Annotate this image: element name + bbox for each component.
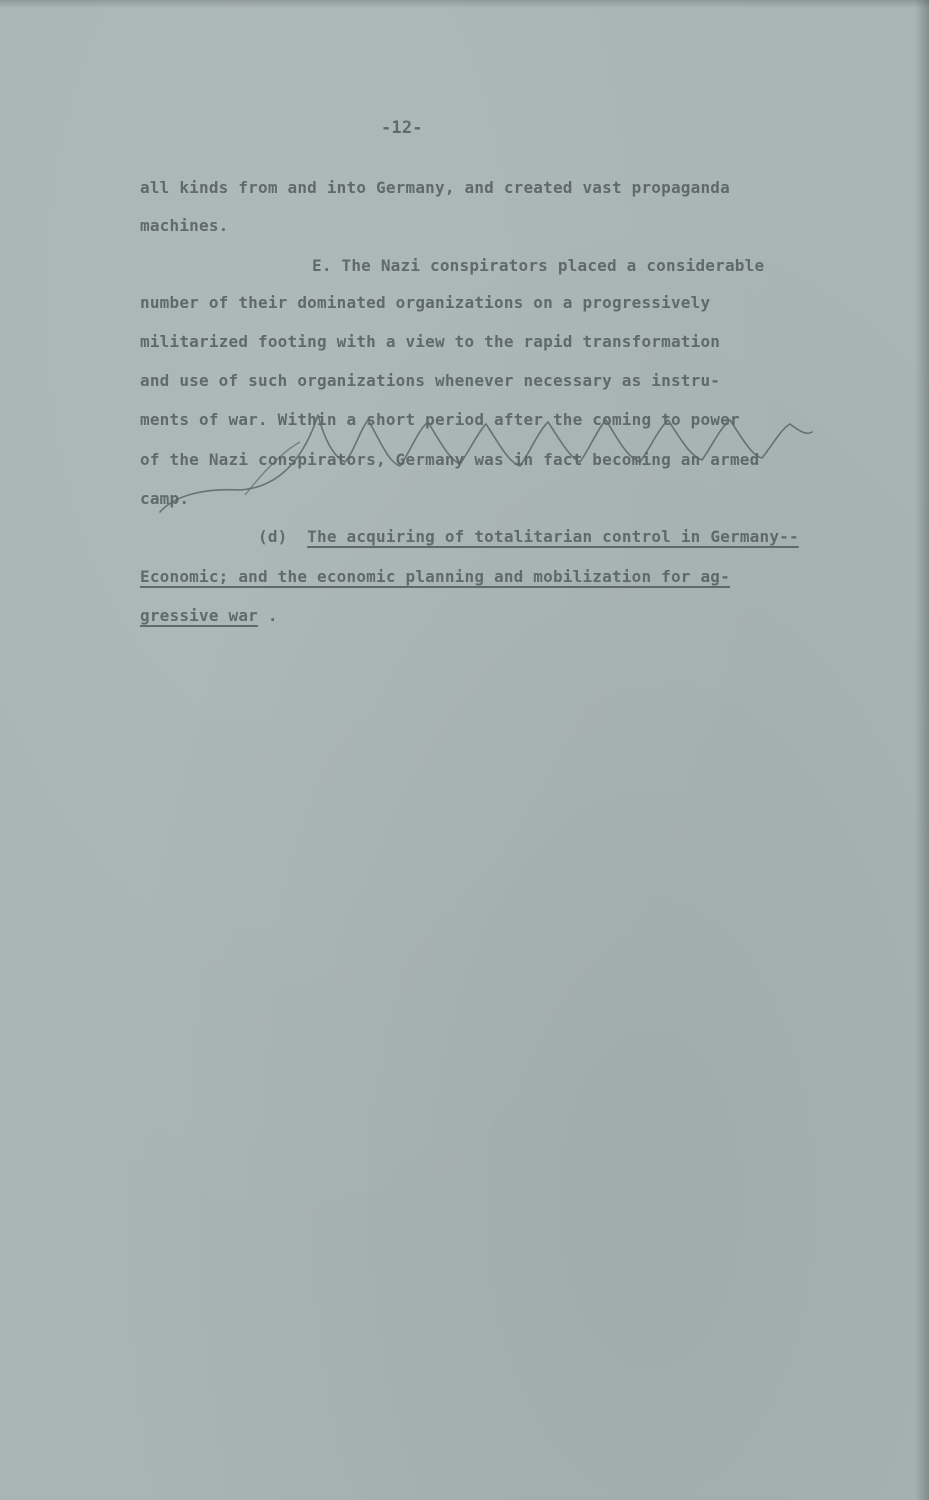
heading-d-text-1: The acquiring of totalitarian control in Germany--	[307, 527, 799, 546]
heading-d-line-1	[258, 527, 799, 546]
page-number: -12-	[381, 118, 423, 138]
heading-d-line-3	[140, 606, 278, 625]
paragraph-2-line-7: camp.	[140, 489, 190, 508]
paragraph-1-line-1: all kinds from and into Germany, and created vast propaganda	[140, 178, 730, 197]
paragraph-2-line-4: and use of such organizations whenever necessary as instru-	[140, 371, 721, 390]
heading-d-marker: (d)	[258, 527, 288, 546]
paragraph-2-line-6: of the Nazi conspirators, Germany was in fact becoming an armed	[140, 450, 760, 469]
paper-right-shadow	[915, 0, 929, 1500]
paragraph-1-line-2: machines.	[140, 216, 229, 235]
paragraph-2-line-3: militarized footing with a view to the rapid transformation	[140, 332, 721, 351]
paragraph-2-line-5: ments of war. Within a short period after the coming to power	[140, 410, 740, 429]
paper-top-shadow	[0, 0, 929, 8]
heading-d-line-2: Economic; and the economic planning and mobilization for ag-	[140, 567, 730, 586]
heading-d-tail: .	[258, 606, 278, 625]
heading-d-text-3: gressive war	[140, 606, 258, 625]
paragraph-2-line-1: E. The Nazi conspirators placed a considerable	[312, 256, 765, 275]
paragraph-2-line-2: number of their dominated organizations on a progressively	[140, 293, 711, 312]
